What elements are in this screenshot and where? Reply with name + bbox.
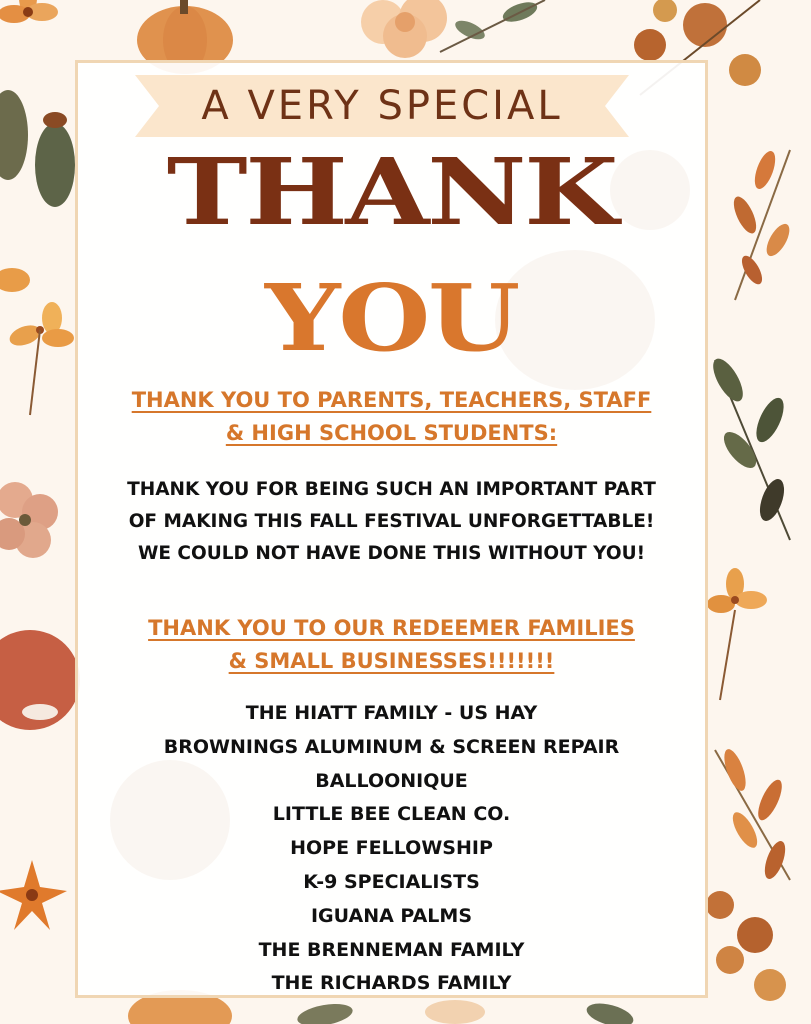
section1-body-line: THANK YOU FOR BEING SUCH AN IMPORTANT PART bbox=[127, 479, 656, 500]
section2-heading-line: THANK YOU TO OUR REDEEMER FAMILIES bbox=[148, 616, 635, 640]
section1-body bbox=[75, 474, 708, 570]
section2-heading bbox=[75, 612, 708, 678]
section1-body-line: WE COULD NOT HAVE DONE THIS WITHOUT YOU! bbox=[137, 543, 646, 564]
list-item: IGUANA PALMS bbox=[310, 904, 473, 927]
list-item: THE BRENNEMAN FAMILY bbox=[258, 938, 525, 961]
list-item: LITTLE BEE CLEAN CO. bbox=[272, 803, 511, 826]
section1-heading-line: & HIGH SCHOOL STUDENTS: bbox=[225, 421, 558, 445]
section1-heading bbox=[75, 384, 708, 450]
list-item: HOPE FELLOWSHIP bbox=[290, 837, 493, 860]
sponsor-list bbox=[75, 697, 708, 1001]
banner-text: A VERY SPECIAL bbox=[201, 83, 563, 129]
list-item: THE RICHARDS FAMILY bbox=[271, 972, 512, 995]
headline-you: YOU bbox=[264, 264, 519, 372]
banner bbox=[135, 75, 629, 137]
list-item: K-9 SPECIALISTS bbox=[303, 870, 480, 893]
section1-body-line: OF MAKING THIS FALL FESTIVAL UNFORGETTABLE! bbox=[128, 511, 655, 532]
list-item: THE HIATT FAMILY - US HAY bbox=[245, 702, 538, 724]
list-item: BROWNINGS ALUMINUM & SCREEN REPAIR bbox=[163, 735, 620, 758]
headline-thank: THANK bbox=[166, 138, 617, 246]
section2-heading-line: & SMALL BUSINESSES!!!!!!! bbox=[228, 649, 555, 673]
section1-heading-line: THANK YOU TO PARENTS, TEACHERS, STAFF bbox=[131, 388, 652, 412]
list-item: BALLOONIQUE bbox=[315, 769, 468, 792]
